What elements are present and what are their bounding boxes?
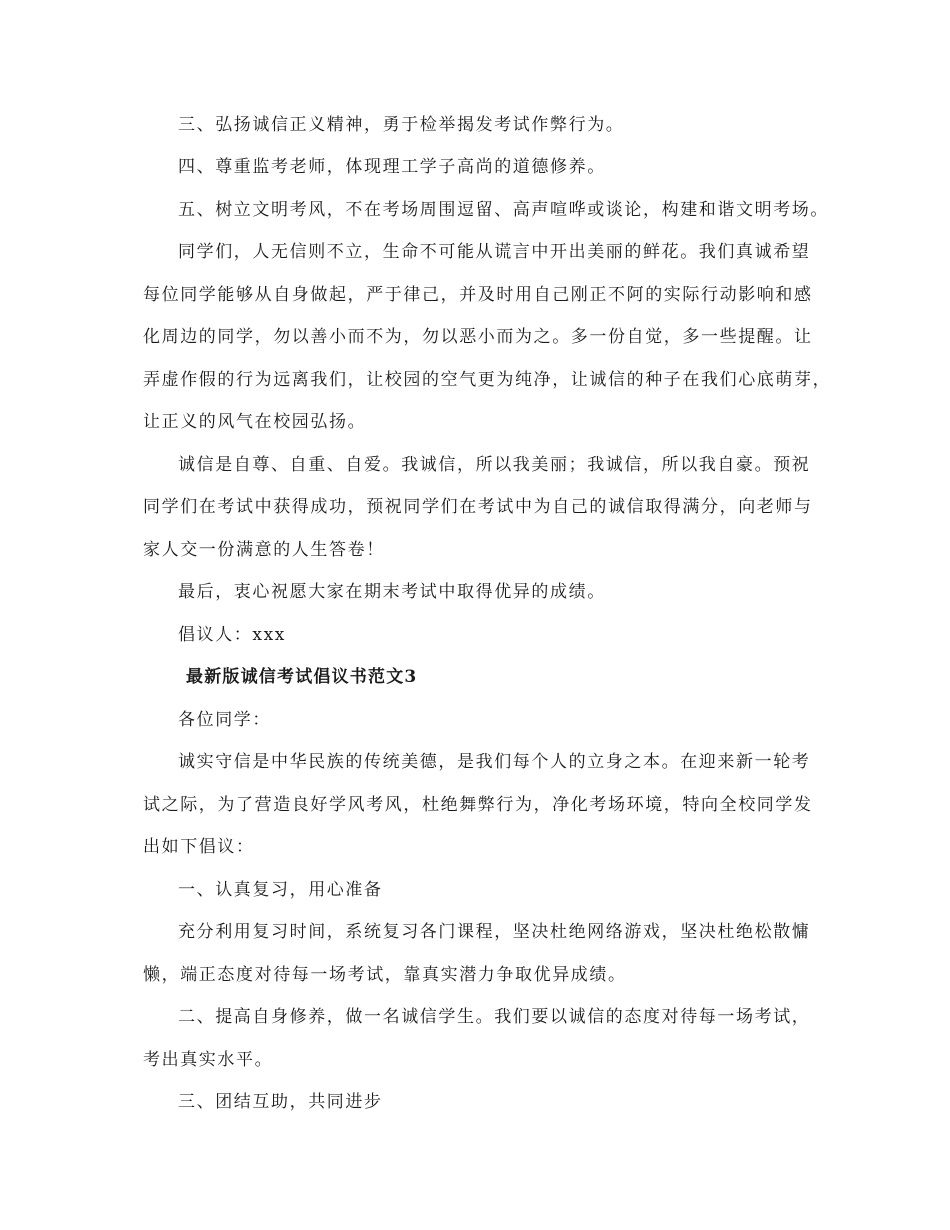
paragraph-line: 懒，端正态度对待每一场考试，靠真实潜力争取优异成绩。 — [143, 965, 627, 985]
paragraph-line: 让正义的风气在校园弘扬。 — [143, 412, 367, 432]
paragraph-line: 每位同学能够从自身做起，严于律己，并及时用自己刚正不阿的实际行动影响和感 — [143, 285, 813, 305]
paragraph-line: 家人交一份满意的人生答卷！ — [143, 540, 385, 560]
paragraph-line: 三、弘扬诚信正义精神，勇于检举揭发考试作弊行为。 — [178, 115, 625, 135]
paragraph-line: 化周边的同学，勿以善小而不为，勿以恶小而为之。多一份自觉，多一些提醒。让 — [143, 327, 813, 347]
paragraph-line: 试之际，为了营造良好学风考风，杜绝舞弊行为，净化考场环境，特向全校同学发 — [143, 795, 813, 815]
paragraph-line: 同学们，人无信则不立，生命不可能从谎言中开出美丽的鲜花。我们真诚希望 — [178, 242, 811, 262]
paragraph-line: 弄虚作假的行为远离我们，让校园的空气更为纯净，让诚信的种子在我们心底萌芽， — [143, 370, 832, 390]
paragraph-line: 出如下倡议： — [143, 837, 255, 857]
paragraph-line: 同学们在考试中获得成功，预祝同学们在考试中为自己的诚信取得满分，向老师与 — [143, 497, 813, 517]
paragraph-line: 诚信是自尊、自重、自爱。我诚信，所以我美丽；我诚信，所以我自豪。预祝 — [178, 455, 811, 475]
paragraph-line: 三、团结互助，共同进步 — [178, 1092, 383, 1112]
paragraph-line: 充分利用复习时间，系统复习各门课程，坚决杜绝网络游戏，坚决杜绝松散慵 — [178, 922, 811, 942]
paragraph-line: 四、尊重监考老师，体现理工学子高尚的道德修养。 — [178, 157, 606, 177]
paragraph-line: 五、树立文明考风，不在考场周围逗留、高声喧哗或谈论，构建和谐文明考场。 — [178, 200, 829, 220]
paragraph-line: 考出真实水平。 — [143, 1050, 274, 1070]
paragraph-line: 二、提高自身修养，做一名诚信学生。我们要以诚信的态度对待每一场考试， — [178, 1007, 811, 1027]
paragraph-line: 最后，衷心祝愿大家在期末考试中取得优异的成绩。 — [178, 582, 606, 602]
salutation-line: 各位同学： — [178, 710, 271, 730]
paragraph-line: 一、认真复习，用心准备 — [178, 880, 383, 900]
signature-line: 倡议人：xxx — [178, 625, 286, 645]
paragraph-line: 诚实守信是中华民族的传统美德，是我们每个人的立身之本。在迎来新一轮考 — [178, 752, 811, 772]
section-heading: 最新版诚信考试倡议书范文3 — [186, 667, 418, 687]
